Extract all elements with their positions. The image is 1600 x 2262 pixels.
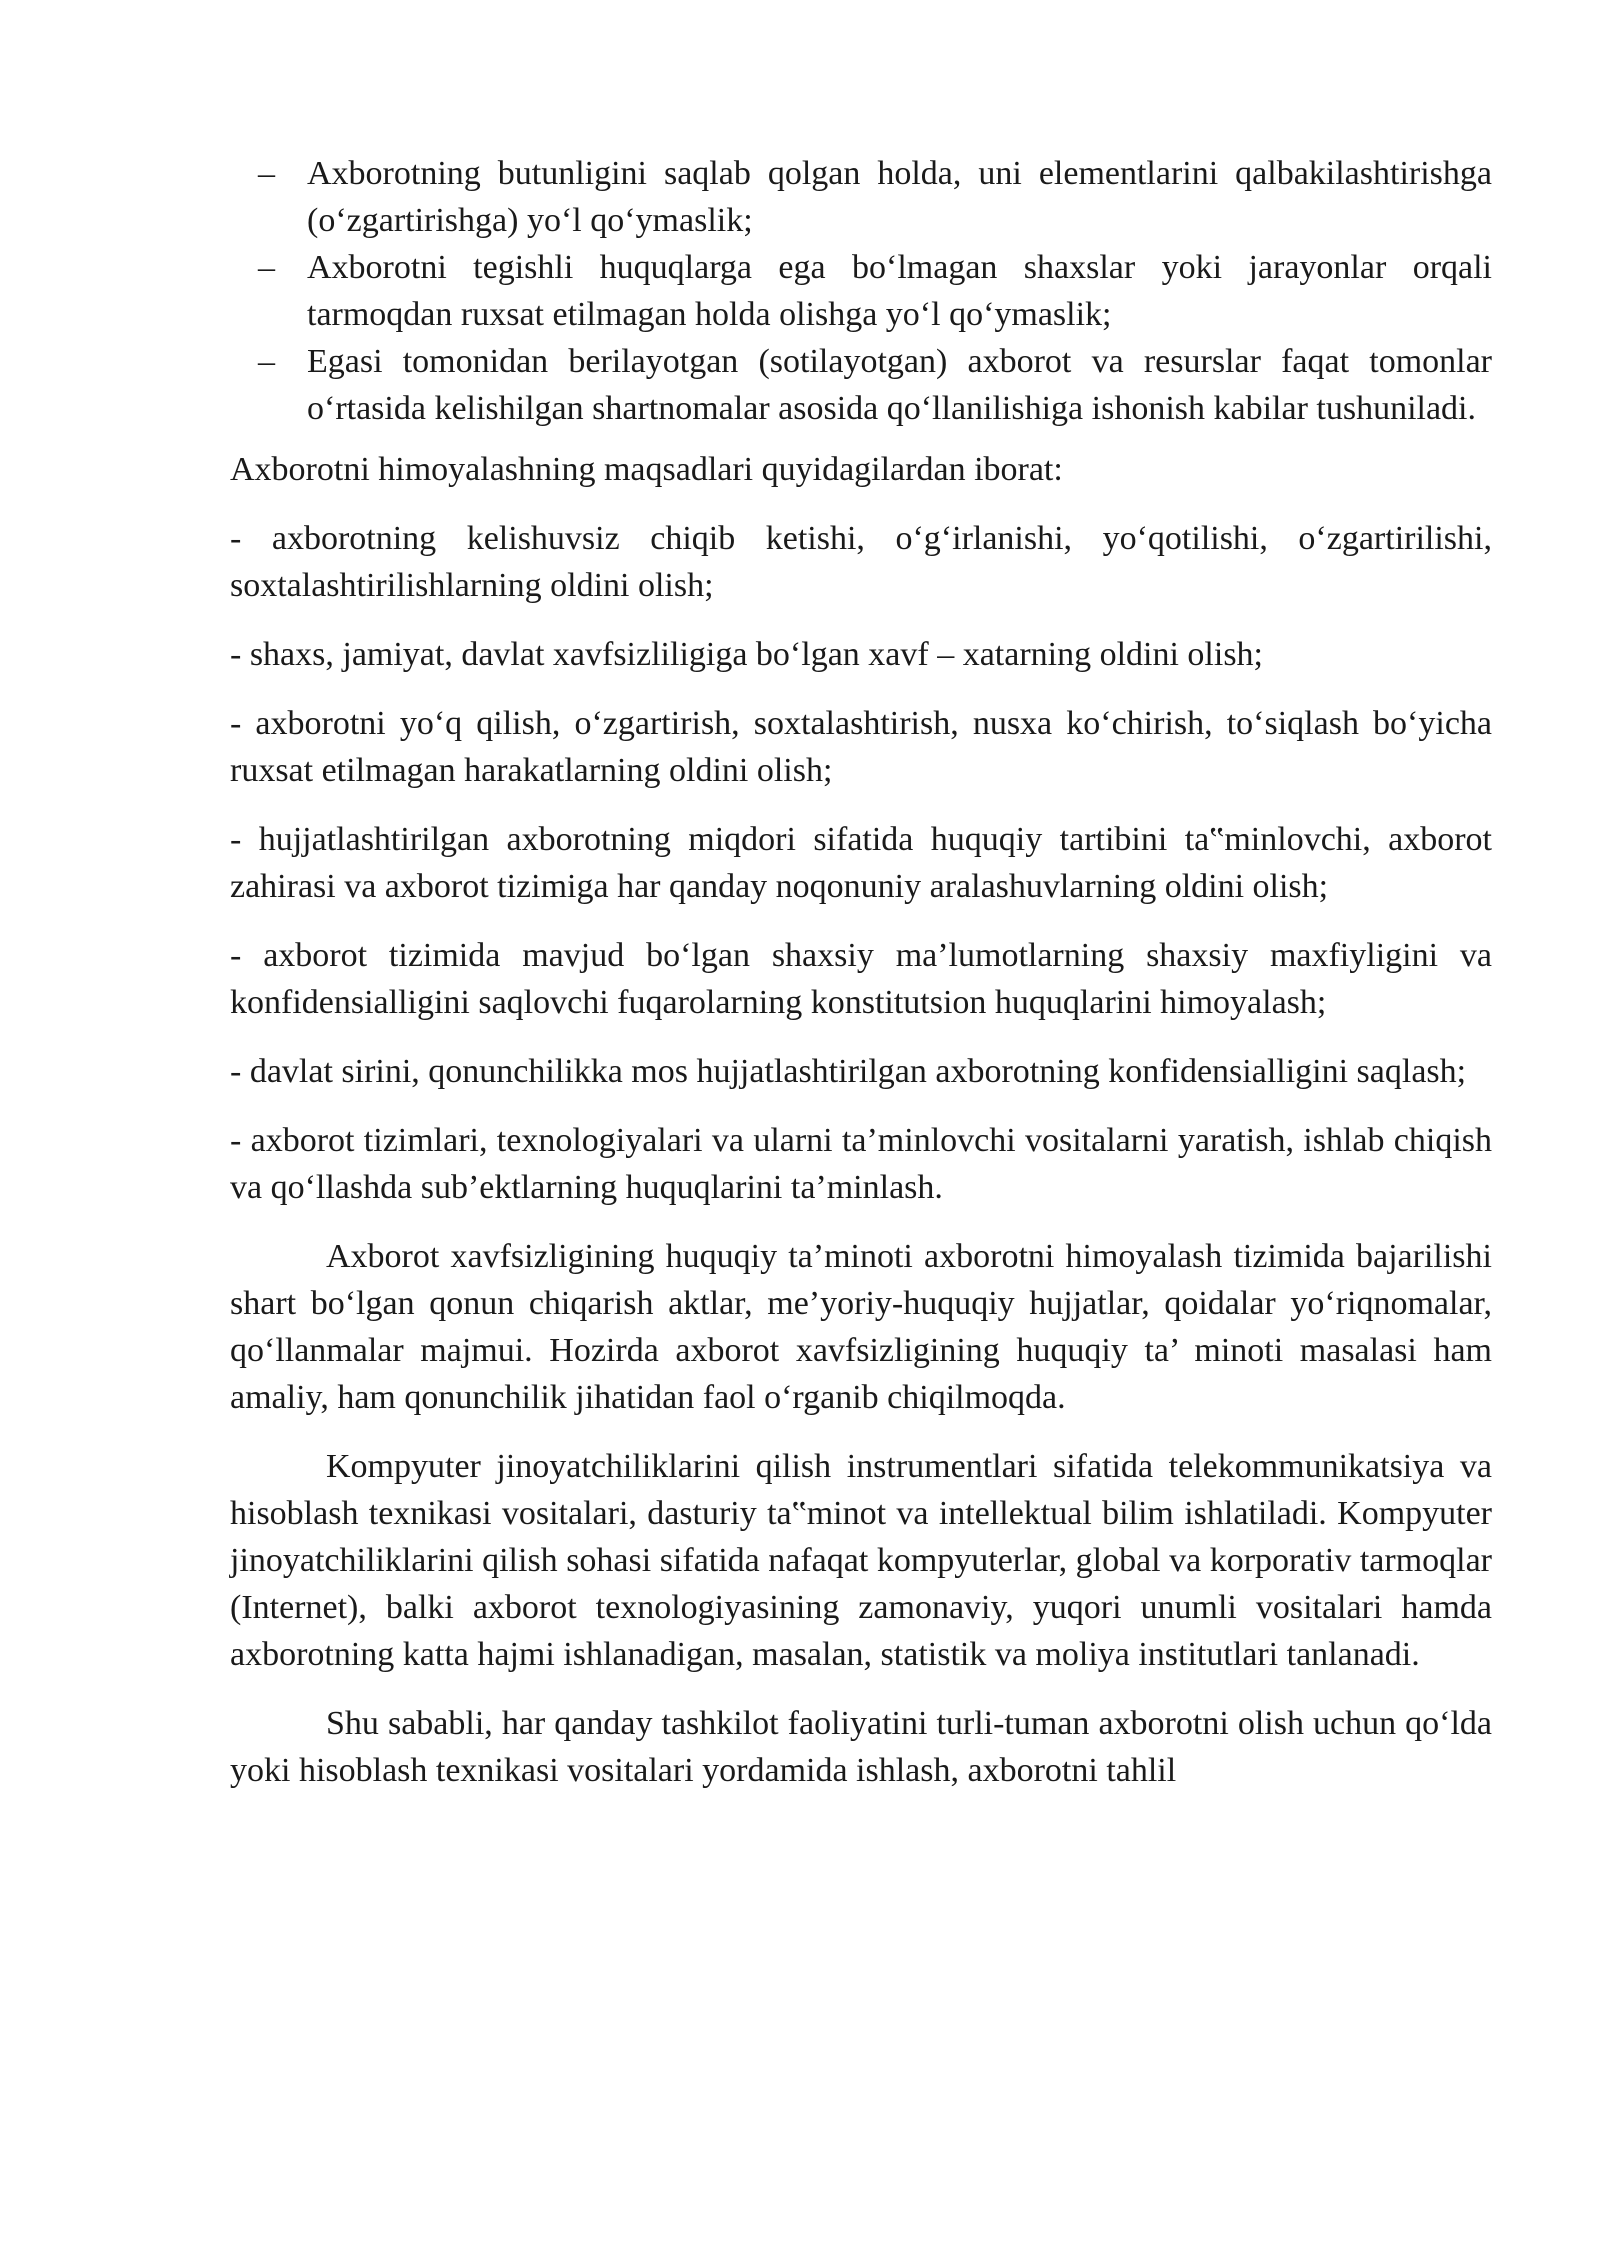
body-paragraph: Kompyuter jinoyatchiliklarini qilish instrumentlari sifatida telekommunikatsiya va hisoblash texnikasi vositalari, dasturiy ta‟minot va intellektual bilim ishlatiladi. Kompyuter jinoyatchiliklarini qilish sohasi sifatida nafaqat kompyuterlar, global va korporativ tarmoqlar (Internet), balki axborot texnologiyasining zamonaviy, yuqori unumli vositalari hamda axborotning katta hajmi ishlanadigan, masalan, statistik va moliya institutlari tanlanadi.: [230, 1448, 1492, 1673]
goal-item: - axborotni yo‘q qilish, o‘zgartirish, soxtalashtirish, nusxa ko‘chirish, to‘siqlash bo‘yicha ruxsat etilmagan harakatlarning oldini olish;: [230, 705, 1492, 789]
body-paragraph: Axborot xavfsizligining huquqiy ta’minoti axborotni himoyalash tizimida bajarilishi shart bo‘lgan qonun chiqarish aktlar, me’yoriy-huquqiy hujjatlar, qoidalar yo‘riqnomalar, qo‘llanmalar majmui. Hozirda axborot xavfsizligining huquqiy ta’ minoti masalasi ham amaliy, ham qonunchilik jihatidan faol o‘rganib chiqilmoqda.: [230, 1238, 1492, 1416]
goal-item: - hujjatlashtirilgan axborotning miqdori sifatida huquqiy tartibini ta‟minlovchi, axborot zahirasi va axborot tizimiga har qanday noqonuniy aralashuvlarning oldini olish;: [230, 821, 1492, 905]
dash-list-item-text: Egasi tomonidan berilayotgan (sotilayotgan) axborot va resurslar faqat tomonlar o‘rtasida kelishilgan shartnomalar asosida qo‘llanilishiga ishonish kabilar tushuniladi.: [307, 343, 1492, 427]
dash-marker: –: [258, 155, 275, 192]
body-paragraph: Shu sababli, har qanday tashkilot faoliyatini turli-tuman axborotni olish uchun qo‘lda yoki hisoblash texnikasi vositalari yordamida ishlash, axborotni tahlil: [230, 1705, 1492, 1789]
dash-marker: –: [258, 249, 275, 286]
goal-item: - axborot tizimida mavjud bo‘lgan shaxsiy ma’lumotlarning shaxsiy maxfiyligini va konfidensialligini saqlovchi fuqarolarning konstitutsion huquqlarini himoyalash;: [230, 937, 1492, 1021]
goals-intro: Axborotni himoyalashning maqsadlari quyidagilardan iborat:: [230, 451, 1063, 488]
goal-item: - shaxs, jamiyat, davlat xavfsizliligiga bo‘lgan xavf – xatarning oldini olish;: [230, 636, 1263, 673]
dash-marker: –: [258, 343, 275, 380]
document-page: [230, 150, 1492, 1816]
dash-list-item: [230, 150, 1492, 244]
dash-list-item-text: Axborotni tegishli huquqlarga ega bo‘lmagan shaxslar yoki jarayonlar orqali tarmoqdan ruxsat etilmagan holda olishga yo‘l qo‘ymaslik;: [307, 249, 1492, 333]
dash-list-item-text: Axborotning butunligini saqlab qolgan holda, uni elementlarini qalbakilashtirishga (o‘zgartirishga) yo‘l qo‘ymaslik;: [307, 155, 1492, 239]
goal-item: - axborot tizimlari, texnologiyalari va ularni ta’minlovchi vositalarni yaratish, ishlab chiqish va qo‘llashda sub’ektlarning huquqlarini ta’minlash.: [230, 1122, 1492, 1206]
dash-list: [230, 150, 1492, 432]
dash-list-item: [230, 338, 1492, 432]
dash-list-item: [230, 244, 1492, 338]
goal-item: - davlat sirini, qonunchilikka mos hujjatlashtirilgan axborotning konfidensialligini saqlash;: [230, 1053, 1467, 1090]
goal-item: - axborotning kelishuvsiz chiqib ketishi, o‘g‘irlanishi, yo‘qotilishi, o‘zgartirilishi, soxtalashtirilishlarning oldini olish;: [230, 520, 1492, 604]
